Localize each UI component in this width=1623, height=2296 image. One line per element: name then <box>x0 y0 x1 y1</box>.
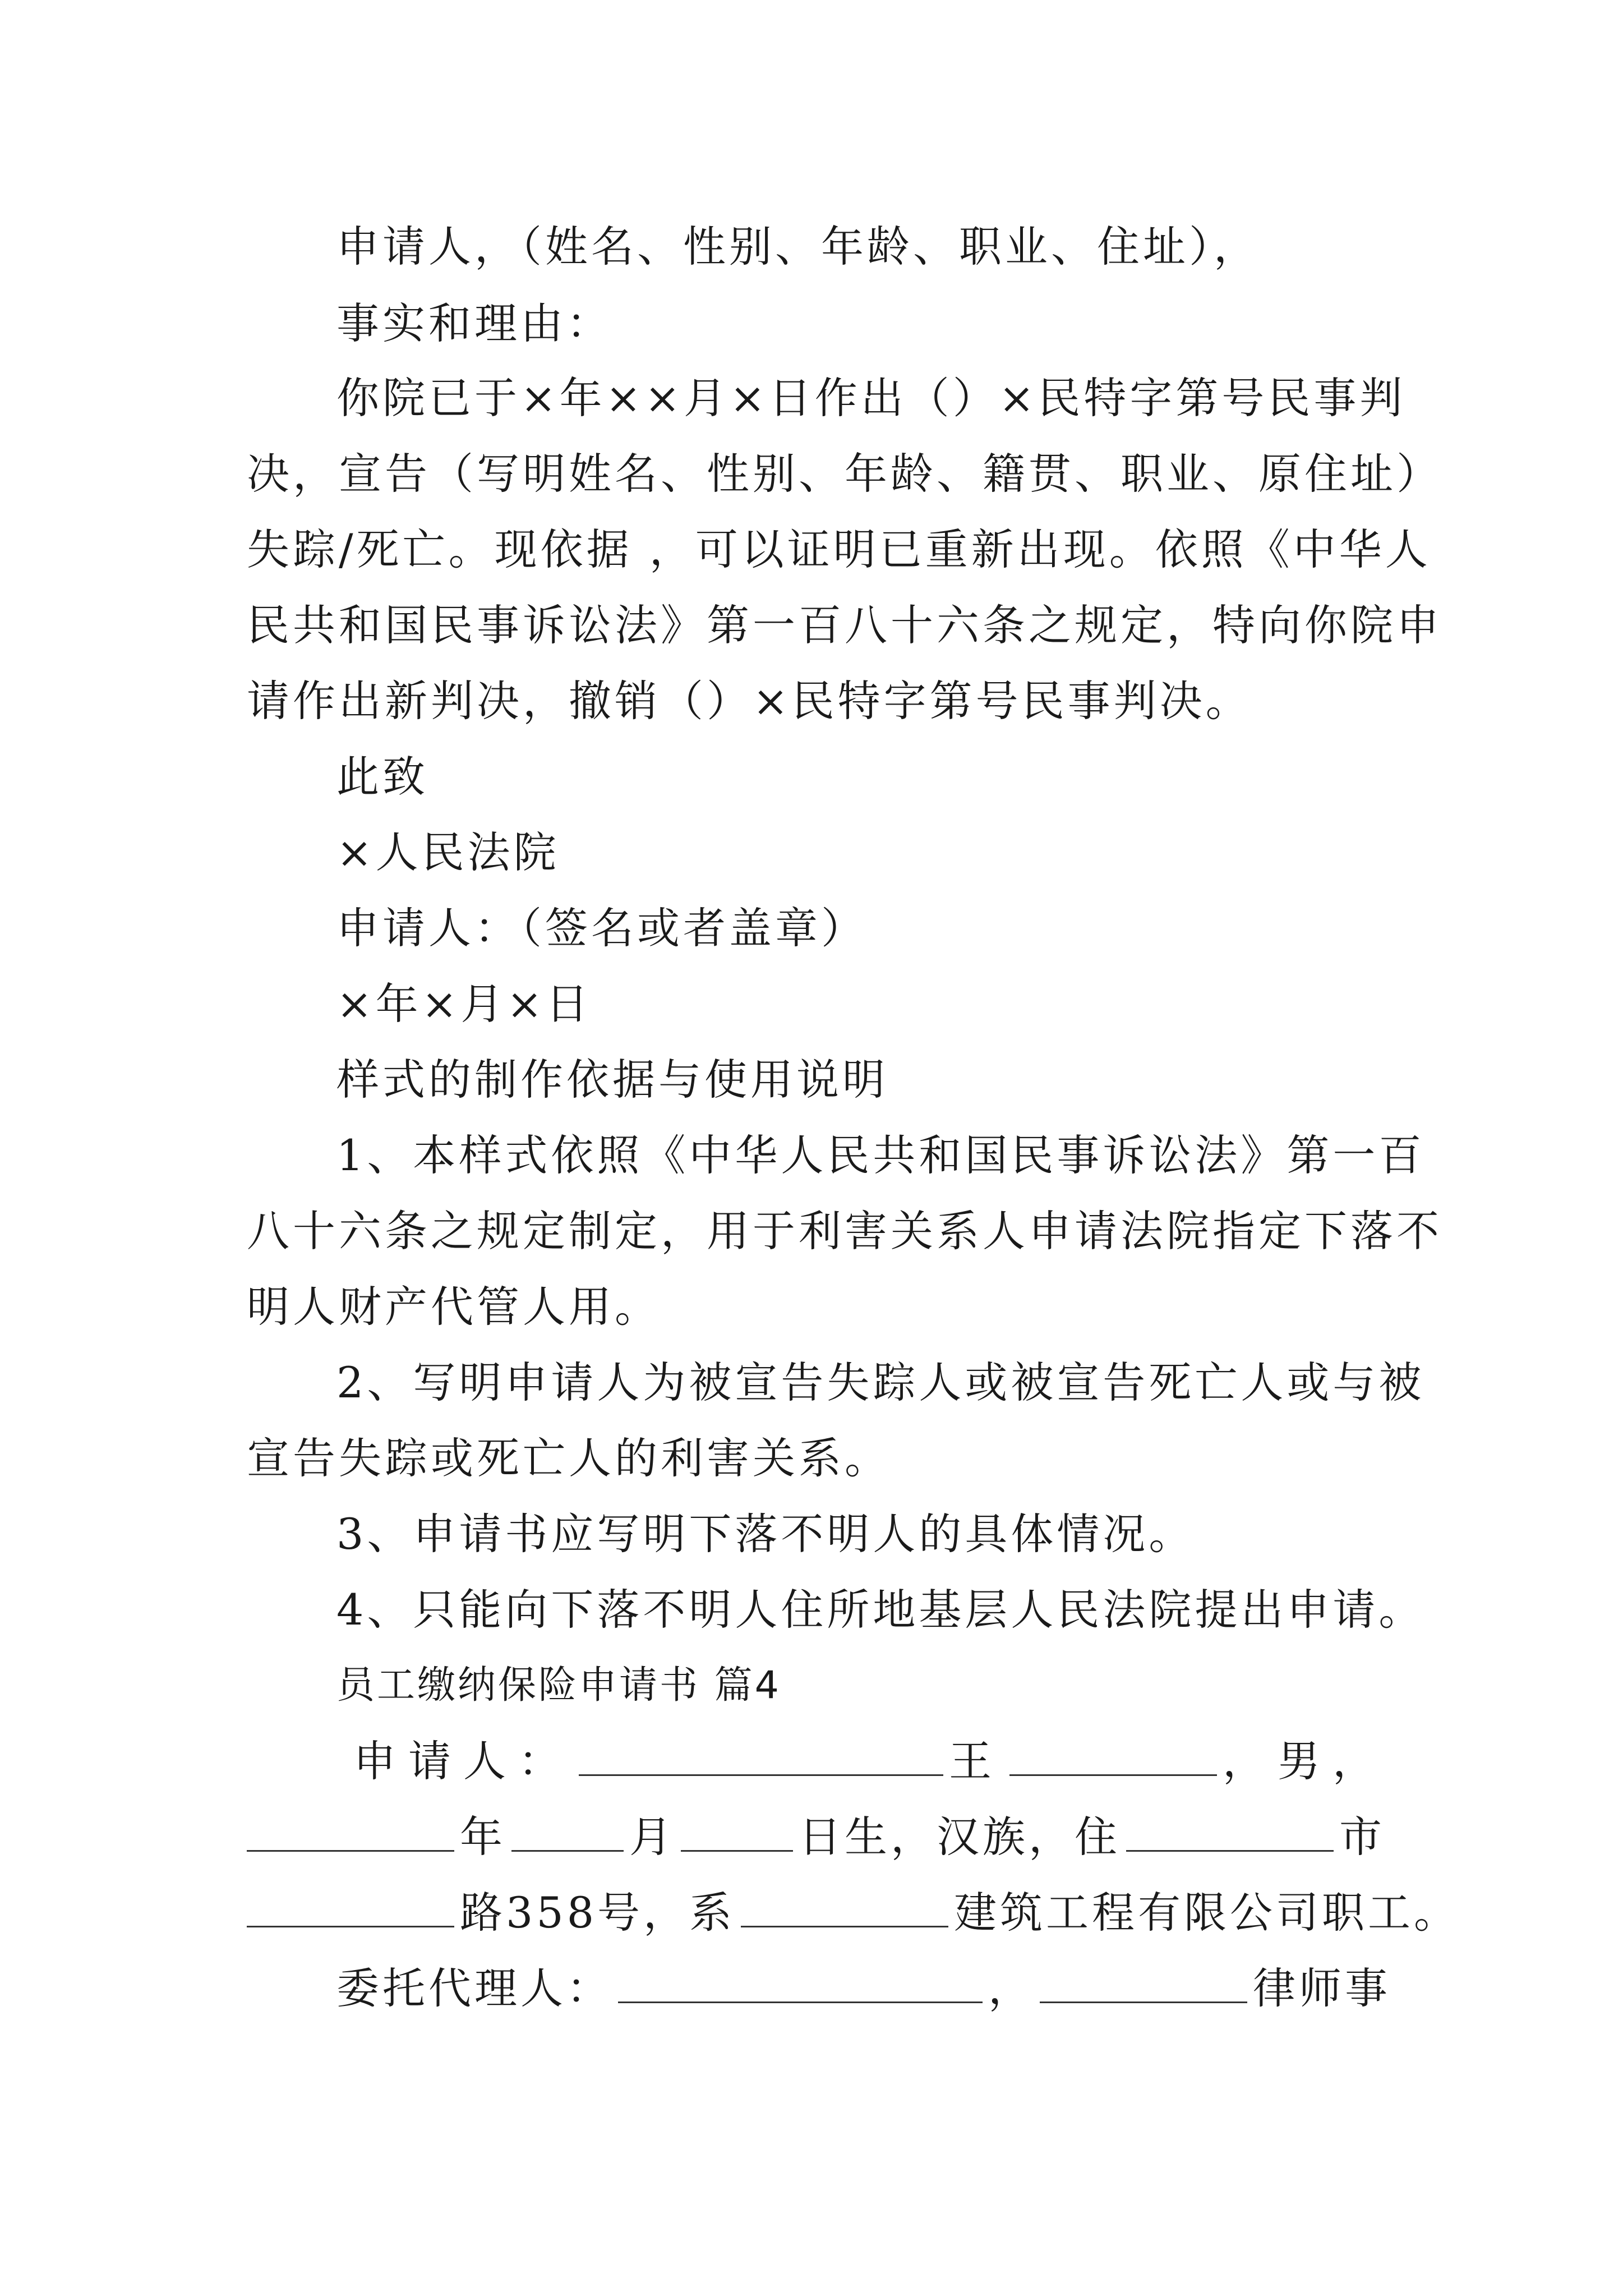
note-item: 4、只能向下落不明人住所地基层人民法院提出申请。 <box>336 1585 1425 1635</box>
year-blank <box>247 1814 454 1852</box>
agent-blank <box>618 1966 983 2003</box>
company-text: 建筑工程有限公司职工。 <box>954 1888 1460 1938</box>
agent-comma: ， <box>988 1963 1034 2013</box>
section-title: 员工缴纳保险申请书 篇4 <box>336 1663 781 1708</box>
body-line: 决，宣告（写明姓名、性别、年龄、籍贯、职业、原住址） <box>247 449 1442 499</box>
gender-text: ，男， <box>1223 1736 1387 1786</box>
note-item: 宣告失踪或死亡人的利害关系。 <box>247 1433 891 1483</box>
applicant-surname: 王 <box>949 1736 1004 1786</box>
date-line: ×年×月×日 <box>336 979 592 1029</box>
applicant-name-blank <box>1009 1738 1217 1776</box>
company-blank <box>741 1890 948 1927</box>
applicant-line: 申请人，（姓名、性别、年龄、职业、住址）， <box>336 222 1260 272</box>
body-line: 民共和国民事诉讼法》第一百八十六条之规定，特向你院申 <box>247 600 1442 650</box>
day-blank <box>681 1814 793 1852</box>
month-label: 月 <box>629 1812 675 1862</box>
applicant-form-line <box>353 1736 1391 1787</box>
born-text: 日生，汉族，住 <box>799 1812 1121 1862</box>
firm-blank <box>1040 1966 1247 2003</box>
note-item: 八十六条之规定制定，用于利害关系人申请法院指定下落不 <box>247 1206 1442 1256</box>
body-line: 失踪/死亡。现依据 ，可以证明已重新出现。依照《中华人 <box>247 524 1431 574</box>
notes-heading: 样式的制作依据与使用说明 <box>336 1055 888 1105</box>
city-label: 市 <box>1339 1812 1385 1862</box>
note-item: 1、本样式依照《中华人民共和国民事诉讼法》第一百 <box>336 1130 1425 1180</box>
note-item: 2、写明申请人为被宣告失踪人或被宣告死亡人或与被 <box>336 1358 1425 1407</box>
signature-line: 申请人：（签名或者盖章） <box>336 903 867 953</box>
address-form-line <box>247 1888 1460 1938</box>
applicant-blank <box>579 1738 943 1776</box>
salutation: 此致 <box>336 752 428 802</box>
body-line: 请作出新判决，撤销（）×民特字第号民事判决。 <box>247 676 1252 726</box>
road-text: 路358号，系 <box>460 1888 736 1938</box>
agent-label: 委托代理人： <box>336 1963 612 2013</box>
facts-heading: 事实和理由： <box>336 298 612 348</box>
note-item: 明人财产代管人用。 <box>247 1282 661 1332</box>
birth-form-line <box>247 1812 1391 1862</box>
applicant-label: 申请人： <box>353 1736 573 1786</box>
year-label: 年 <box>460 1812 506 1862</box>
city-blank <box>1126 1814 1334 1852</box>
firm-text: 律师事 <box>1253 1963 1391 2013</box>
court-name: ×人民法院 <box>336 827 560 877</box>
note-item: 3、申请书应写明下落不明人的具体情况。 <box>336 1509 1195 1559</box>
road-blank <box>247 1890 454 1927</box>
body-line: 你院已于×年××月×日作出（）×民特字第号民事判 <box>336 373 1406 423</box>
month-blank <box>511 1814 624 1852</box>
agent-form-line <box>336 1963 1391 2014</box>
